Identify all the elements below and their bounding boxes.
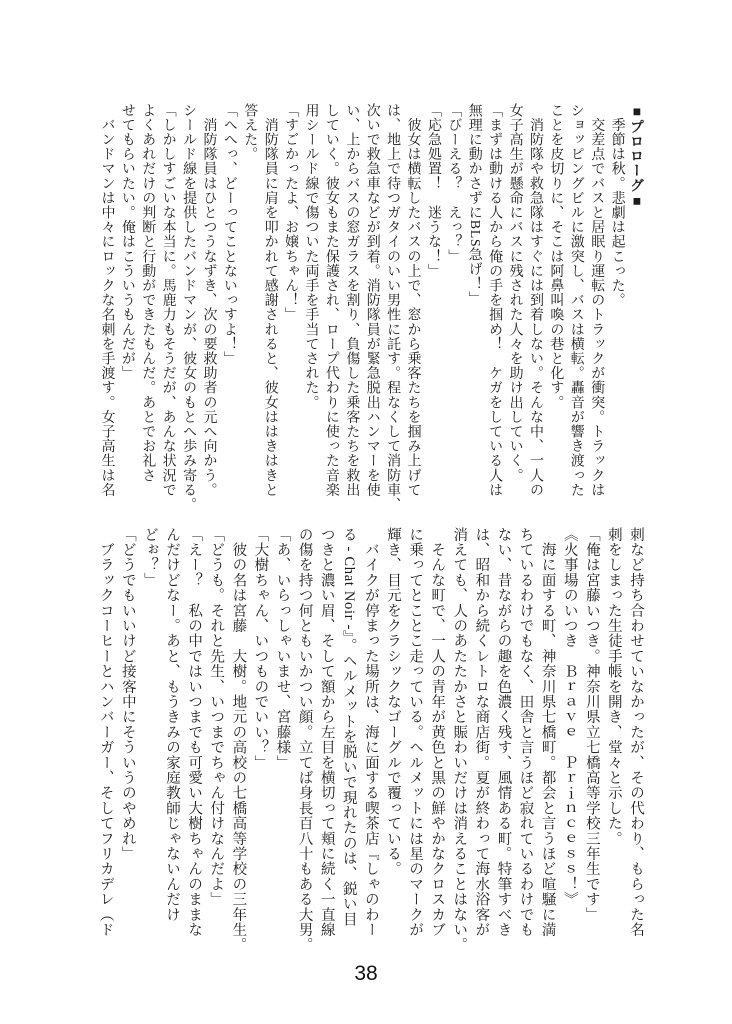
text-line: 消防隊や救急隊はすぐには到着しない。そんな中、一人の: [527, 103, 543, 498]
text-line: バンドマンは中々にロックな名刺を手渡す。女子高生は名: [99, 103, 115, 498]
text-line: は、昭和から続くレトロな商店街。夏が終わって海水浴客が: [473, 527, 490, 938]
text-line: 彼女は横転したバスの上で、窓から乗客たちを掴み上げて: [405, 103, 421, 498]
text-line: 「へへっ、どーってことないっすよ！」: [221, 103, 237, 366]
text-line: 次いで救急車などが到着。消防隊員が緊急脱出ハンマーを使: [364, 103, 380, 498]
text-line: い、上からバスの窓ガラスを割り、負傷した乗客たちを救出: [344, 103, 360, 498]
text-line: 用シールド線で傷ついた両手を手当てされた。: [303, 103, 319, 410]
text-line: シールド線を提供したバンドマンが、彼女のもとへ歩み寄る。: [181, 103, 197, 512]
text-line: 彼の名は宮藤 大樹。地元の高校の七橋高等学校の三年生。: [230, 527, 247, 953]
text-line: 「えー？ 私の中ではいつまでも可愛い大樹ちゃんのままな: [186, 527, 203, 938]
text-line: 「どうも。それと先生、いつまでちゃん付けなんだよ」: [208, 527, 225, 907]
text-line: は、地上で待つガタイのいい男性に託す。程なくして消防車、: [385, 103, 401, 512]
text-line: 交差点でバスと居眠り運転のトラックが衝突。トラックは: [589, 103, 605, 498]
text-line: ちているわけでもなく、田舎と言うほど寂れているわけでも: [517, 527, 534, 938]
prologue-heading: ■プロローグ■: [629, 103, 645, 210]
page-number: 38: [354, 962, 378, 985]
text-line: バイクが停まった場所は、海に面する喫茶店『しゃのわー: [362, 527, 379, 938]
text-line: 海に面する町、神奈川県七橋町。都会と言うほど喧騒に満: [539, 527, 556, 938]
text-line: 「俺は宮藤いつき。神奈川県立七橋高等学校三年生です」: [583, 527, 600, 923]
text-line: 答えた。: [242, 103, 258, 162]
prologue-section: [96, 103, 647, 512]
text-line: ことを皮切りに、そこは阿鼻叫喚の巷と化す。: [548, 103, 564, 410]
text-line: 消防隊員はひとつうなずき、次の要救助者の元へ向かう。: [201, 103, 217, 498]
text-line: 消えても、人のあたたかさと賑わいだけは消えることはない。: [451, 527, 468, 953]
text-line: つきと濃い眉、そして額から左目を横切って頬に続く一直線: [318, 527, 335, 938]
text-line: んだけどなー。あと、もうきみの家庭教師じゃないんだけ: [164, 527, 181, 923]
text-line: 「どうでもいいけど接客中にそういうのやめれ」: [119, 527, 136, 862]
text-line: どぉ？」: [141, 527, 158, 588]
text-line: よくあれだけの判断と行動ができたもんだ。あとでお礼さ: [140, 103, 156, 483]
text-line: る - Chat Noir -』。ヘルメットを脱いで現れたのは、鋭い目: [340, 527, 357, 927]
text-line: していく。彼女もまた保護され、ロープ代わりに使った音楽: [323, 103, 339, 498]
text-line: 無理に動かさずにBLS急げ！」: [466, 103, 482, 306]
text-line: ショッピングビルに激突し、バスは横転。轟音が響き渡った: [568, 103, 584, 498]
text-line: 「びーえる？ えっ？」: [446, 103, 462, 264]
text-line: そんな町で、一人の青年が黄色と黒の鮮やかなクロスカブ: [429, 527, 446, 938]
text-line: ブラックコーヒーとハンバーガー、そしてフリカデレ（ド: [97, 527, 114, 938]
text-line: 刺など持ち合わせていなかったが、その代わり、もらった名: [628, 527, 644, 938]
scene-section: [95, 527, 647, 953]
text-line: 「すごかったよ、お嬢ちゃん！」: [283, 103, 299, 322]
text-line: 「応急処置！ 迷うな！」: [425, 103, 441, 279]
text-line: の傷を持つ何ともいかつい顔。立てば身長百八十もある大男。: [296, 527, 313, 953]
text-line: 「まずは動ける人から俺の手を掴め！ ケガをしている人は: [487, 103, 503, 498]
text-line: 消防隊員に肩を叩かれて感謝されると、彼女ははきはきと: [262, 103, 278, 498]
text-line: に乗ってとことこ走っている。ヘルメットには星のマークが: [407, 527, 424, 938]
text-line: せてもらいたい。俺はこういうもんだが」: [119, 103, 135, 381]
text-line: 「大樹ちゃん、いつものでいい？」: [252, 527, 269, 771]
text-line: 《火事場のいつき Ｂｒａｖｅ Ｐｒｉｎｃｅｓｓ！》: [561, 527, 578, 907]
text-line: 「あ、いらっしゃいませ、宮藤様」: [274, 527, 291, 771]
text-line: 「しかしすごいな本当に。馬鹿力もそうだが、あんな状況で: [160, 103, 176, 498]
text-line: ない、昔ながらの趣を色濃く残す、風情ある町。特筆すべき: [495, 527, 512, 938]
text-line: 輝き、目元をクラシックなゴーグルで覆っている。: [384, 527, 401, 877]
text-line: 季節は秋。悲劇は起こった。: [609, 103, 625, 308]
text-line: 女子高生が懸命にバスに残された人々を助け出していく。: [507, 103, 523, 483]
text-line: 刺をしまった生徒手帳を開き、堂々と示した。: [605, 527, 622, 847]
